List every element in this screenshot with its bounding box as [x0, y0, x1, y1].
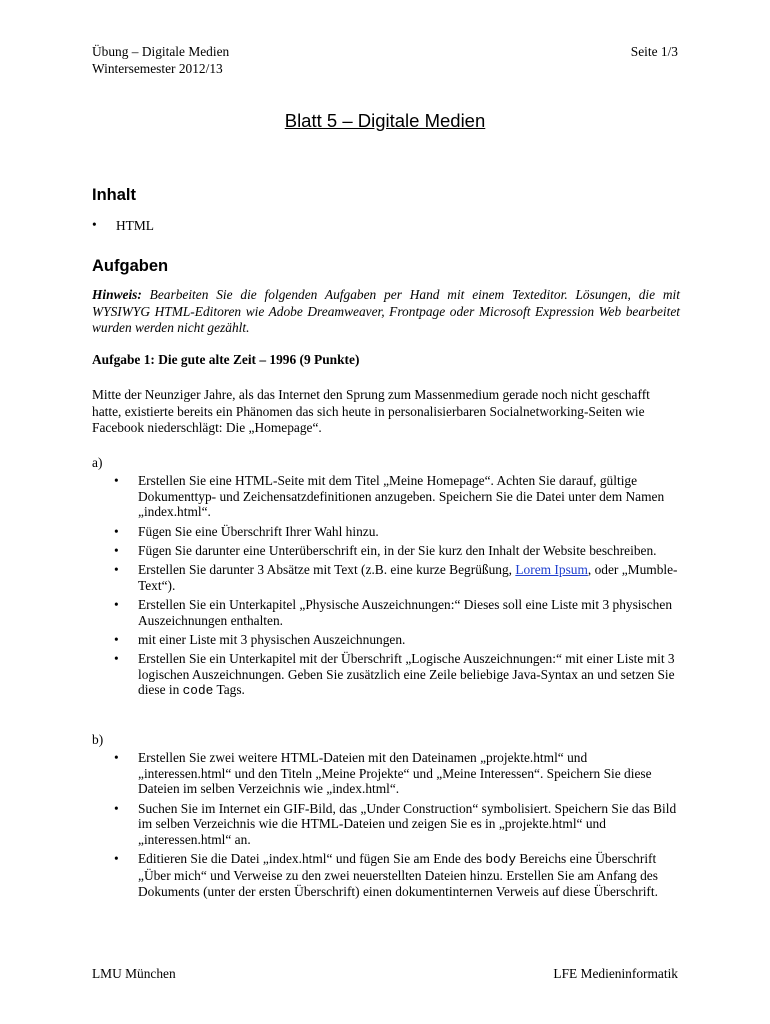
list-item: • Fügen Sie darunter eine Unterüberschrift ein, in der Sie kurz den Inhalt der Website beschreiben.: [114, 542, 657, 558]
code-keyword: code: [182, 683, 214, 699]
bullet-icon: •: [114, 851, 119, 867]
list-item: • Erstellen Sie ein Unterkapitel mit der Überschrift „Logische Auszeichnungen:“ mit einer Liste mit 3 logischen Auszeichnungen. Geben Sie zusätzlich eine Zeile beliebige Java-Syntax an und setzen Sie diese in code Tags.: [114, 651, 675, 699]
code-keyword: body: [485, 852, 517, 868]
footer-department: LFE Medieninformatik: [553, 966, 678, 981]
list-item: • mit einer Liste mit 3 physischen Auszeichnungen.: [114, 631, 406, 647]
section-heading-inhalt: Inhalt: [92, 186, 136, 204]
part-a-list: [92, 473, 680, 703]
hint-label: Hinweis:: [92, 287, 142, 302]
part-b-label: b): [92, 732, 104, 747]
list-item: • Erstellen Sie zwei weitere HTML-Dateien mit den Dateinamen „projekte.html“ und „interessen.html“ und den Titeln „Meine Projekte“ und „Meine Interessen“. Speichern Sie diese Dateien im selben Verzeichnis wie „index.html“.: [114, 750, 652, 797]
part-a-label: a): [92, 455, 103, 470]
bullet-icon: •: [114, 800, 119, 816]
lorem-ipsum-link[interactable]: Lorem Ipsum: [515, 562, 588, 578]
list-item: • Fügen Sie eine Überschrift Ihrer Wahl hinzu.: [114, 523, 379, 539]
bullet-icon: •: [114, 596, 119, 612]
bullet-icon: •: [114, 523, 119, 539]
list-item: • Editieren Sie die Datei „index.html“ und fügen Sie am Ende des body Bereichs eine Überschrift „Über mich“ und Verweise zu den zwei neuerstellten Dateien hinzu. Erstellen Sie am Anfang des Dokuments (unter der ersten Überschrift) einen dokumentinternen Verweis auf diese Überschrift.: [114, 851, 658, 899]
page-number: Seite 1/3: [630, 44, 678, 59]
section-heading-aufgaben: Aufgaben: [92, 257, 169, 275]
task-1-title: Aufgabe 1: Die gute alte Zeit – 1996 (9 Punkte): [92, 352, 360, 367]
page-header-left: [92, 43, 229, 77]
semester: Wintersemester 2012/13: [92, 61, 223, 76]
bullet-icon: •: [114, 562, 119, 578]
task-1-intro: Mitte der Neunziger Jahre, als das Internet den Sprung zum Massenmedium gerade noch nicht geschafft hatte, existierte bereits ein Phänomen das sich heute in personalisierbaren Socialnetworking-Seiten wie Facebook niederschlägt: Die „Homepage“.: [92, 387, 650, 436]
bullet-icon: •: [114, 631, 119, 647]
bullet-icon: •: [114, 651, 119, 667]
inhalt-item-html: HTML: [116, 218, 154, 233]
bullet-icon: •: [114, 542, 119, 558]
list-item: • Suchen Sie im Internet ein GIF-Bild, das „Under Construction“ symbolisiert. Speichern Sie das Bild im selben Verzeichnis wie die HTML-Dateien und zeigen Sie es in „projekte.html“ und „interessen.html“ an.: [114, 800, 677, 848]
bullet-icon: •: [114, 750, 119, 765]
list-item: • Erstellen Sie eine HTML-Seite mit dem Titel „Meine Homepage“. Achten Sie darauf, gültige Dokumenttyp- und Zeichensatzdefinitionen anzugeben. Speichern Sie die Datei unter dem Namen „index.html“.: [114, 473, 665, 520]
list-item: • Erstellen Sie ein Unterkapitel „Physische Auszeichnungen:“ Dieses soll eine Liste mit 3 physischen Auszeichnungen enthalten.: [114, 596, 673, 628]
sheet-title: Blatt 5 – Digitale Medien: [284, 110, 486, 131]
bullet-icon: •: [114, 473, 119, 488]
hint-paragraph: [92, 287, 680, 337]
bullet-icon: •: [92, 217, 97, 232]
part-b-list: [92, 750, 680, 903]
list-item: • Erstellen Sie darunter 3 Absätze mit Text (z.B. eine kurze Begrüßung, Lorem Ipsum, oder „Mumble-Text“).: [114, 562, 678, 593]
course-name: Übung – Digitale Medien: [92, 44, 230, 59]
hint-text: Bearbeiten Sie die folgenden Aufgaben per Hand mit einem Texteditor. Lösungen, die mit WYSIWYG HTML-Editoren wie Adobe Dreamweaver, Frontpage oder Microsoft Expression Web bearbeitet wurden werden nicht gezählt.: [92, 287, 680, 336]
footer-university: LMU München: [92, 966, 176, 981]
